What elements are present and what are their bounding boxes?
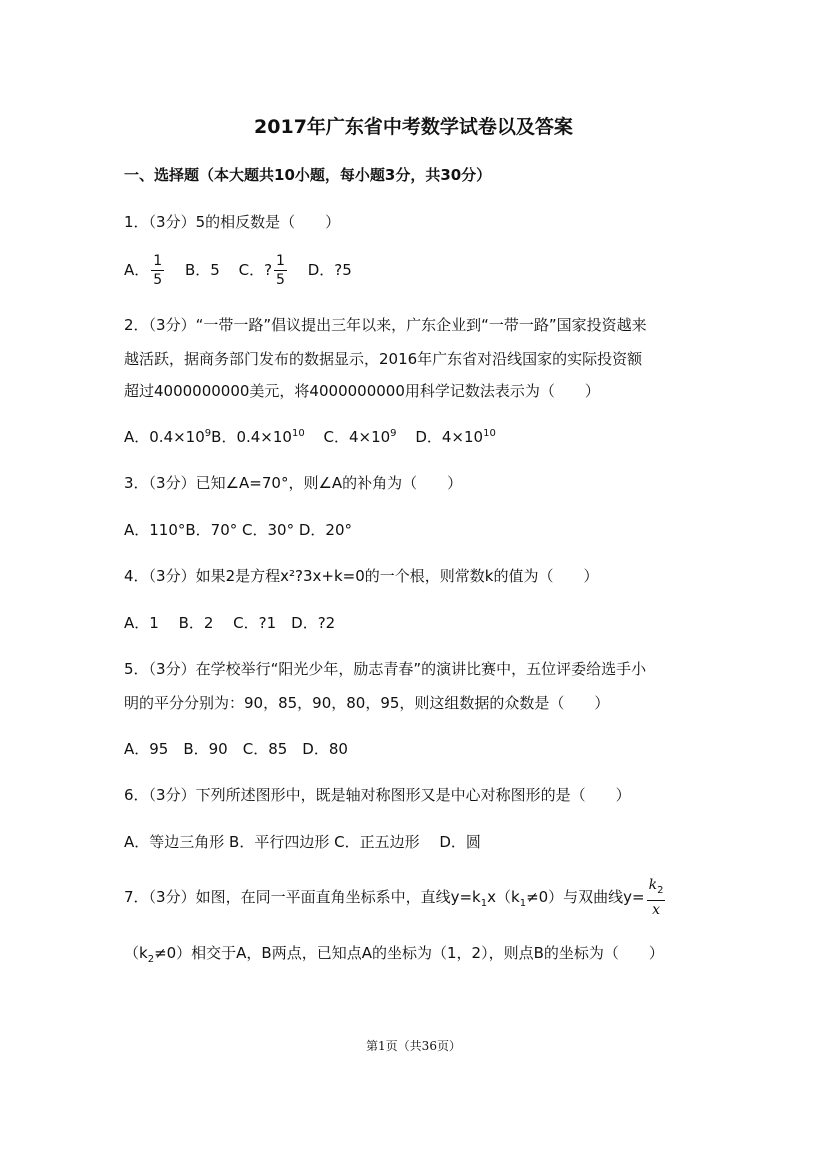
question-4-options: A．1 B．2 C．?1 D．?2 xyxy=(124,614,336,632)
question-7-line-2: $(k_2\ne 0)$相交于A，B两点，已知点A的坐标为（1，2），则点B的坐标为（ ） xyxy=(124,944,664,965)
question-2-line-1: 2．（3分）“一带一路”倡议提出三年以来，广东企业到“一带一路”国家投资越来 xyxy=(124,316,647,334)
question-5-line-1: 5．（3分）在学校举行“阳光少年，励志青春”的演讲比赛中，五位评委给选手小 xyxy=(124,660,647,678)
question-5-options: A．95 B．90 C．85 D．80 xyxy=(124,740,348,758)
option-d: D．$4\times 10^{10}$ xyxy=(415,428,496,446)
option-c: C．$4\times 10^9$ xyxy=(323,428,397,446)
option-d: D．?5 xyxy=(307,261,352,279)
question-2-options xyxy=(124,426,496,447)
section-heading: 一、选择题（本大题共10小题，每小题3分，共30分） xyxy=(124,166,492,184)
question-1-options: A． $\frac{1}{5}$ B．5 C．? $\frac{1}{5}$ D．?5 xyxy=(124,253,352,288)
question-6-options: A．等边三角形 B．平行四边形 C．正五边形 D．圆 xyxy=(124,833,481,851)
question-2-line-2: 越活跃，据商务部门发布的数据显示，2016年广东省对沿线国家的实际投资额 xyxy=(124,350,643,368)
option-c-label: C． xyxy=(238,261,265,279)
question-5-line-2: 明的平分分别为：90，85，90，80，95，则这组数据的众数是（ ） xyxy=(124,694,610,712)
question-2-line-3: 超过4000000000美元，将4000000000用科学记数法表示为（ ） xyxy=(124,382,600,400)
page-footer: 第1页（共36页） xyxy=(366,1039,461,1053)
option-b: B．$0.4\times 10^{10}$ xyxy=(211,428,305,446)
question-4-stem: 4．（3分）如果2是方程x²?3x+k=0的一个根，则常数k的值为（ ） xyxy=(124,567,599,585)
question-7-line-1: 7．（3分）如图，在同一平面直角坐标系中，直线$y=k_1x(k_1\ne 0)$与双曲线y= $\frac{k_2}{x}$ xyxy=(124,877,664,918)
fraction: $\frac{1}{5}$ xyxy=(276,253,285,288)
question-6-stem: 6．（3分）下列所述图形中，既是轴对称图形又是中心对称图形的是（ ） xyxy=(124,786,631,804)
question-3-stem: 3．（3分）已知∠A=70°，则∠A的补角为（ ） xyxy=(124,474,463,492)
option-b: B．5 xyxy=(184,261,220,279)
option-a: A．$0.4\times 10^9$ xyxy=(124,428,212,446)
question-1-stem: 1．（3分）5的相反数是（ ） xyxy=(124,213,341,231)
option-a-label: A． xyxy=(124,261,150,279)
document-title: 2017年广东省中考数学试卷以及答案 xyxy=(254,116,573,138)
question-3-options: A．110°B．70° C．30° D．20° xyxy=(124,521,353,539)
fraction: $\frac{1}{5}$ xyxy=(153,253,163,288)
fraction: $\frac{k_2}{x}$ xyxy=(648,877,664,918)
